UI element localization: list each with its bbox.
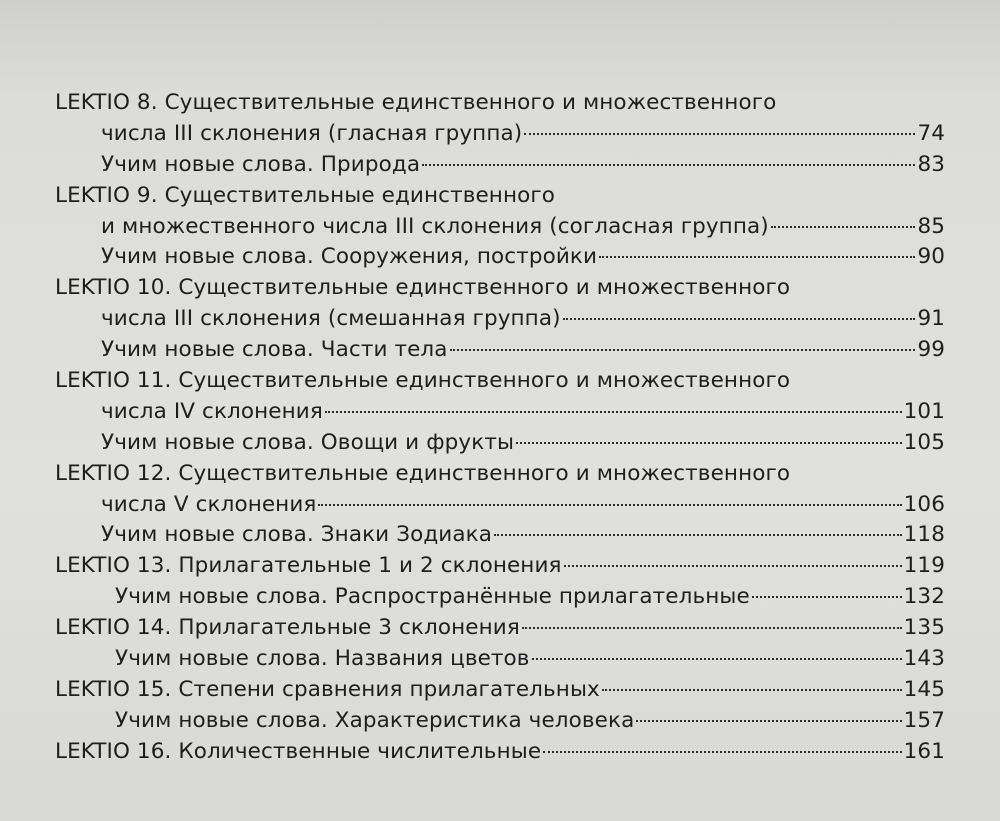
toc-entry-title: Учим новые слова. Распространённые прилагательные (115, 584, 750, 610)
table-of-contents (55, 88, 945, 768)
toc-entry-title: LEKTIO 12. Существительные единственного и множественного (55, 460, 791, 486)
toc-subentry (55, 706, 945, 737)
toc-chapter-entry (55, 459, 945, 490)
toc-subentry (55, 150, 945, 181)
dot-leader (636, 720, 901, 722)
toc-entry-title: LEKTIO 14. Прилагательные 3 склонения (55, 615, 520, 641)
toc-subentry (55, 212, 945, 243)
toc-entry-title: Учим новые слова. Характеристика человека (115, 707, 635, 733)
toc-subentry (55, 428, 945, 459)
dot-leader (602, 689, 902, 691)
toc-entry-title: Учим новые слова. Знаки Зодиака (101, 522, 493, 548)
toc-entry-title: числа V склонения (101, 491, 317, 517)
toc-page-number: 85 (917, 213, 945, 239)
toc-entry-title: числа IV склонения (101, 398, 323, 424)
dot-leader (563, 318, 916, 320)
toc-subentry (55, 582, 945, 613)
dot-leader (450, 349, 916, 351)
dot-leader (325, 411, 902, 413)
toc-entry-title: Учим новые слова. Природа (101, 151, 421, 177)
dot-leader (771, 226, 916, 228)
dot-leader (564, 565, 902, 567)
dot-leader (752, 596, 902, 598)
dot-leader (532, 658, 902, 660)
toc-entry-title: числа III склонения (гласная группа) (101, 120, 523, 146)
toc-entry-title: Учим новые слова. Овощи и фрукты (101, 429, 515, 455)
toc-entry-title: LEKTIO 10. Существительные единственного и множественного (55, 275, 791, 301)
toc-subentry (55, 119, 945, 150)
toc-entry-title: LEKTIO 15. Степени сравнения прилагательных (55, 676, 600, 702)
toc-page-number: 90 (917, 244, 945, 270)
toc-page-number: 106 (903, 491, 945, 517)
toc-chapter-entry (55, 273, 945, 304)
toc-page-number: 74 (917, 120, 945, 146)
toc-chapter-entry (55, 737, 945, 768)
dot-leader (318, 504, 901, 506)
toc-entry-title: LEKTIO 9. Существительные единственного (55, 182, 556, 208)
toc-chapter-entry (55, 675, 945, 706)
toc-subentry (55, 644, 945, 675)
toc-page-number: 157 (903, 707, 945, 733)
dot-leader (543, 751, 902, 753)
dot-leader (494, 534, 902, 536)
toc-entry-title: LEKTIO 8. Существительные единственного и множественного (55, 90, 777, 115)
toc-page-number: 83 (917, 151, 945, 177)
toc-chapter-entry (55, 88, 945, 119)
toc-page-number: 143 (903, 646, 945, 672)
toc-entry-title: LEKTIO 11. Существительные единственного и множественного (55, 368, 791, 394)
toc-chapter-entry (55, 181, 945, 212)
toc-page-number: 132 (903, 584, 945, 610)
toc-chapter-entry (55, 613, 945, 644)
toc-page-number: 99 (917, 337, 945, 363)
toc-subentry (55, 397, 945, 428)
toc-subentry (55, 520, 945, 551)
toc-entry-title: LEKTIO 16. Количественные числительные (55, 738, 542, 764)
dot-leader (522, 627, 902, 629)
toc-entry-title: Учим новые слова. Сооружения, постройки (101, 244, 598, 270)
toc-entry-title: Учим новые слова. Части тела (101, 337, 448, 363)
toc-entry-title: LEKTIO 13. Прилагательные 1 и 2 склонения (55, 553, 562, 579)
toc-page-number: 135 (903, 615, 945, 641)
toc-page-number: 119 (903, 553, 945, 579)
toc-page-number: 161 (903, 738, 945, 764)
toc-subentry (55, 242, 945, 273)
toc-page-number: 91 (917, 306, 945, 332)
dot-leader (516, 442, 902, 444)
toc-subentry (55, 304, 945, 335)
toc-subentry (55, 490, 945, 521)
toc-chapter-entry (55, 366, 945, 397)
toc-entry-title: Учим новые слова. Названия цветов (115, 646, 530, 672)
toc-page-number: 145 (903, 676, 945, 702)
toc-page-number: 118 (903, 522, 945, 548)
toc-subentry (55, 335, 945, 366)
toc-entry-title: числа III склонения (смешанная группа) (101, 306, 561, 332)
dot-leader (422, 164, 915, 166)
dot-leader (524, 133, 915, 135)
toc-chapter-entry (55, 551, 945, 582)
toc-entry-title: и множественного числа III склонения (согласная группа) (101, 213, 769, 239)
toc-page-number: 105 (903, 429, 945, 455)
toc-page-number: 101 (903, 398, 945, 424)
dot-leader (599, 256, 915, 258)
